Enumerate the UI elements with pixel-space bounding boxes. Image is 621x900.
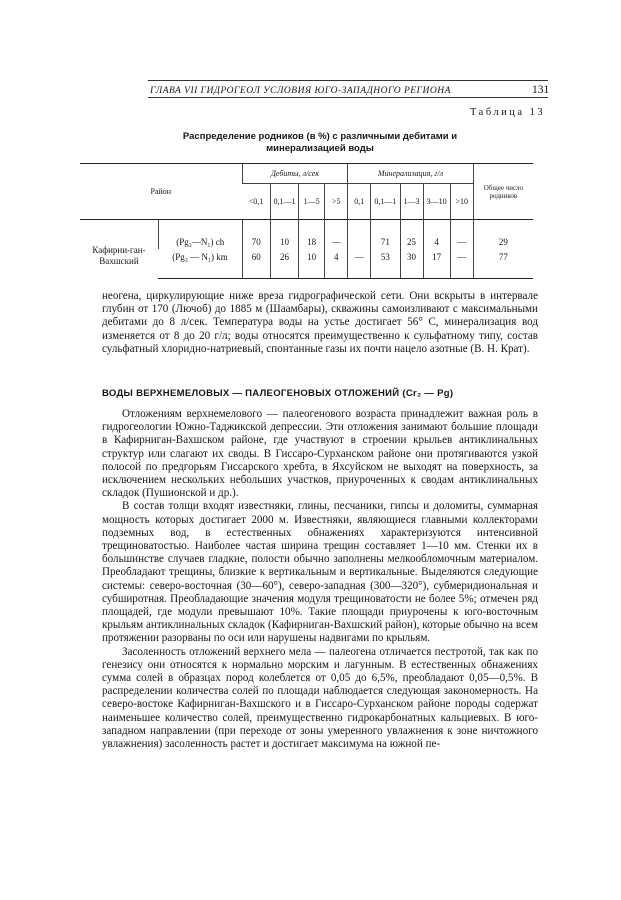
page-number: 131 bbox=[532, 84, 550, 96]
paragraph-top bbox=[102, 290, 538, 356]
mineral-sub: 0,1—1 bbox=[371, 184, 400, 220]
springs-table bbox=[80, 163, 533, 279]
col-total: Общее число родников bbox=[473, 164, 533, 220]
body-paragraph: Отложениям верхнемелового — палеогенового возраста принадлежит важная роль в гидрогеологии Южно-Таджикской депрессии. Эти отложения занимают большие площади в Кафирниган-Вахшском районе, где участвуют в строении крыльев антиклинальных структур или слагают их своды. В Гиссаро-Сурханском районе они протягиваются узкой полосой по предгорьям Гиссарского хребта, в Яхсуйском не выходят на поверхность, за исключением нескольких небольших участков, приуроченных к сводам антиклинальных складок (Пушионской и др.). bbox=[102, 408, 538, 500]
formula-cell: (Pg₃—N₁) ch bbox=[158, 220, 242, 250]
mineral-sub: 3—10 bbox=[423, 184, 450, 220]
table-header-row bbox=[80, 164, 533, 184]
debit-sub: 1—5 bbox=[299, 184, 325, 220]
body-paragraph: неогена, циркулирующие ниже вреза гидрографической сети. Они вскрыты в интервале глубин от 170 (Лючоб) до 1885 м (Шаамбары), скважины самоизливают с максимальными дебитами до 8 л/сек. Температура воды на устье достигает 56° С, минерализация вод изменяется от 8 до 20 г/л; воды относятся преимущественно к сульфатному типу, состав сульфатный хлоридно-натриевый, спонтанные газы их почти нацело азотные (В. Н. Крат). bbox=[102, 290, 538, 355]
table-cell: 70 bbox=[242, 220, 270, 250]
table-cell: 4 bbox=[423, 220, 450, 250]
formula-cell: (Pg₃ — N₁) km bbox=[158, 249, 242, 279]
table-cell: 10 bbox=[270, 220, 298, 250]
table-cell: 4 bbox=[325, 249, 348, 279]
table-cell: — bbox=[450, 249, 473, 279]
table-cell: 53 bbox=[371, 249, 400, 279]
body-paragraph: В состав толщи входят известняки, глины, песчаники, гипсы и доломиты, суммарная мощность которых достигает 2000 м. Известняки, являющиеся главными коллекторами подземных вод, в естественных обнажениях характеризуются интенсивной трещиноватостью. Наиболее частая ширина трещин составляет 1—10 мм. Стенки их в большинстве случаев гладкие, полости обычно заполнены мелкообломочным материалом. Преобладают трещины, близкие к вертикальным и вертикальные. Выделяются следующие системы: северо-восточная (30—60°), северо-западная (300—320°), субмеридиональная и субширотная. Преобладающие значения модуля трещиноватости не более 5%; отмечен ряд площадей, где модули превышают 10%. Такие площади приурочены к юго-восточным крыльям антиклинальных складок (Кафирниган-Вахшский район), которые обычно на всем протяжении разорваны по оси или нарушены надвигами по крыльям. bbox=[102, 500, 538, 645]
table-cell: 71 bbox=[371, 220, 400, 250]
table-cell: — bbox=[325, 220, 348, 250]
table-title-line-1: Распределение родников (в %) с различными дебитами и bbox=[182, 131, 458, 142]
table-cell: 25 bbox=[400, 220, 423, 250]
table-row bbox=[80, 220, 533, 250]
col-debit: Дебиты, л/сек bbox=[242, 164, 348, 184]
table-label: Таблица 13 bbox=[470, 107, 546, 118]
col-mineral: Минерализация, г/л bbox=[348, 164, 474, 184]
table-cell: 60 bbox=[242, 249, 270, 279]
debit-sub: >5 bbox=[325, 184, 348, 220]
mineral-sub: 1—3 bbox=[400, 184, 423, 220]
table-cell: 29 bbox=[473, 220, 533, 250]
debit-sub: <0,1 bbox=[242, 184, 270, 220]
district-cell: Кафирни-ган-Вахшский bbox=[80, 220, 158, 279]
table-cell: 77 bbox=[473, 249, 533, 279]
table-cell: 26 bbox=[270, 249, 298, 279]
table-title bbox=[120, 131, 520, 155]
body-text bbox=[102, 408, 538, 751]
table-cell: 17 bbox=[423, 249, 450, 279]
body-paragraph: Засоленность отложений верхнего мела — палеогена отличается пестротой, так как по генезису они относятся к нормально морским и лагунным. В естественных обнажениях сумма солей в образцах пород колеблется от 0,05 до 6,5%, преобладают 0,05—0,5%. В распределении количества солей по площади наблюдается следующая закономерность. На северо-востоке Кафирниган-Вахшского и в Гиссаро-Сурханском районе породы содержат наименьшее количество солей, преимущественно гидрокарбонатных кальциевых. В юго-западном направлении (при переходе от зоны умеренного увлажнения к зоне ничтожного увлажнения) засоленность растет и достигает максимума на южной пе- bbox=[102, 645, 538, 751]
table-cell: — bbox=[348, 249, 371, 279]
debit-sub: 0,1—1 bbox=[270, 184, 298, 220]
table-cell: 10 bbox=[299, 249, 325, 279]
col-region: Район bbox=[80, 164, 242, 220]
table-cell: 18 bbox=[299, 220, 325, 250]
table-title-line-2: минерализацией воды bbox=[266, 143, 374, 154]
table-cell: 30 bbox=[400, 249, 423, 279]
mineral-sub: >10 bbox=[450, 184, 473, 220]
section-heading: ВОДЫ ВЕРХНЕМЕЛОВЫХ — ПАЛЕОГЕНОВЫХ ОТЛОЖЕНИЙ (Cr₂ — Pg) bbox=[102, 388, 454, 399]
running-head: ГЛАВА VII ГИДРОГЕОЛ УСЛОВИЯ ЮГО-ЗАПАДНОГО РЕГИОНА bbox=[150, 86, 451, 96]
table-cell: — bbox=[450, 220, 473, 250]
table-cell bbox=[348, 220, 371, 250]
mineral-sub: 0,1 bbox=[348, 184, 371, 220]
